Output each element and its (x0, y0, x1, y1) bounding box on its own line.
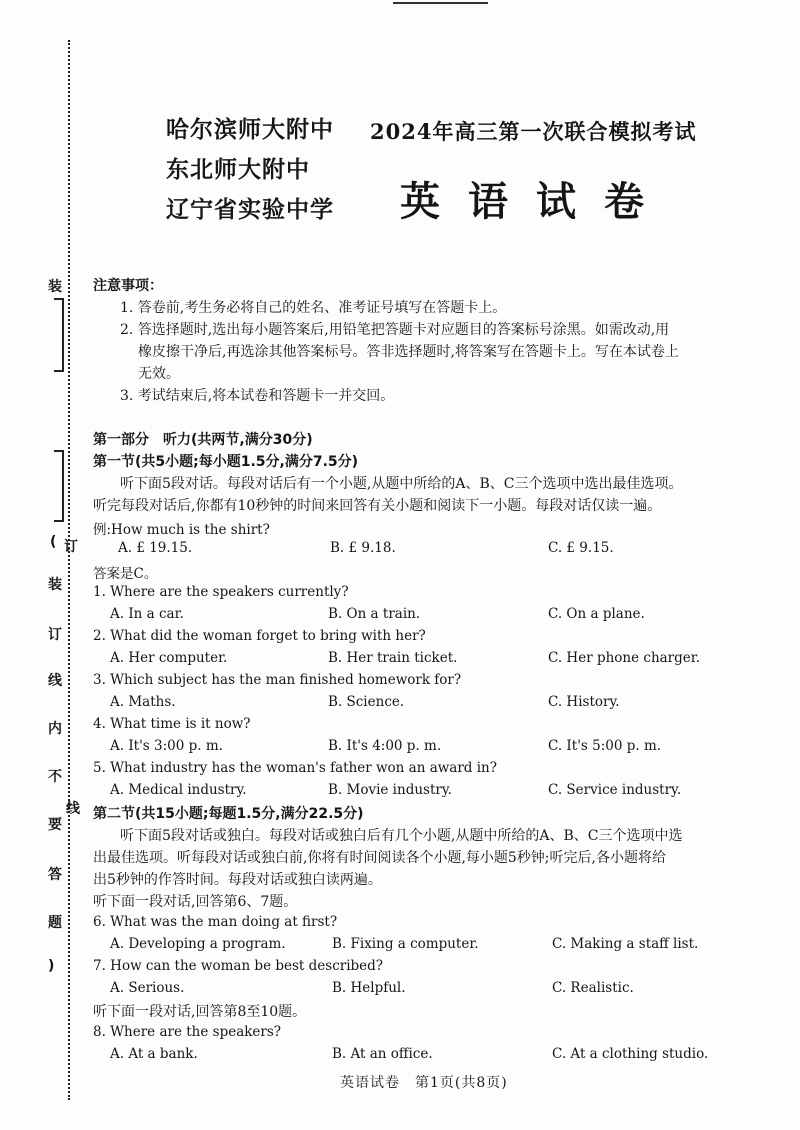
question-option: C. It's 5:00 p. m. (548, 738, 662, 754)
school-name: 辽宁省实验中学 (166, 197, 334, 223)
binding-dotted-line (68, 40, 70, 1100)
notice-item: 3. 考试结束后,将本试卷和答题卡一并交回。 (120, 388, 395, 404)
section2-lead: 听下面一段对话,回答第6、7题。 (93, 894, 298, 910)
question-option: A. Serious. (110, 980, 185, 996)
margin-char: 线 (48, 673, 62, 689)
example-answer: 答案是C。 (93, 566, 158, 582)
question-option: C. Her phone charger. (548, 650, 701, 666)
margin-char: 内 (48, 721, 62, 737)
part1-heading: 第一部分 听力(共两节,满分30分) (93, 432, 313, 448)
example-option: A. £ 19.15. (118, 540, 193, 556)
question-option: A. Maths. (110, 694, 176, 710)
question-option: B. Movie industry. (328, 782, 452, 798)
notice-item: 无效。 (138, 366, 180, 382)
question-stem: 7. How can the woman be best described? (93, 958, 384, 974)
question-option: B. Her train ticket. (328, 650, 458, 666)
notice-item: 2. 答选择题时,选出每小题答案后,用铅笔把答题卡对应题目的答案标号涂黑。如需改动,用 (120, 322, 670, 338)
question-option: A. In a car. (110, 606, 184, 622)
margin-char: 不 (48, 769, 62, 785)
margin-char: 题 (48, 915, 62, 931)
exam-title: 2024年高三第一次联合模拟考试 (370, 119, 697, 144)
margin-bracket (54, 450, 64, 522)
example-option: B. £ 9.18. (330, 540, 396, 556)
notice-item: 1. 答卷前,考生务必将自己的姓名、准考证号填写在答题卡上。 (120, 300, 507, 316)
section1-instruction: 听完每段对话后,你都有10秒钟的时间来回答有关小题和阅读下一小题。每段对话仅读一遍。 (93, 498, 662, 514)
section2-instruction: 听下面5段对话或独白。每段对话或独白后有几个小题,从题中所给的A、B、C三个选项中选 (120, 828, 683, 844)
section1-heading: 第一节(共5小题;每小题1.5分,满分7.5分) (93, 454, 359, 470)
margin-char: 装 (48, 577, 62, 593)
question-option: A. Developing a program. (110, 936, 286, 952)
margin-char: 要 (48, 817, 62, 833)
school-name: 哈尔滨师大附中 (166, 117, 334, 143)
notice-item: 橡皮擦干净后,再选涂其他答案标号。答非选择题时,将答案写在答题卡上。写在本试卷上 (138, 344, 679, 360)
margin-paren: ) (48, 958, 55, 974)
section2-lead: 听下面一段对话,回答第8至10题。 (93, 1004, 307, 1020)
question-stem: 2. What did the woman forget to bring with her? (93, 628, 426, 644)
question-option: C. On a plane. (548, 606, 645, 622)
question-option: C. At a clothing studio. (552, 1046, 709, 1062)
question-option: A. Medical industry. (110, 782, 247, 798)
section2-instruction: 出5秒钟的作答时间。每段对话或独白读两遍。 (93, 872, 382, 888)
question-stem: 5. What industry has the woman's father won an award in? (93, 760, 497, 776)
margin-char: 答 (48, 867, 62, 883)
question-option: A. It's 3:00 p. m. (110, 738, 223, 754)
school-name: 东北师大附中 (166, 157, 310, 183)
top-rule (393, 2, 488, 4)
question-option: B. Science. (328, 694, 405, 710)
question-stem: 6. What was the man doing at first? (93, 914, 338, 930)
question-option: B. It's 4:00 p. m. (328, 738, 442, 754)
margin-char: 线 (66, 801, 80, 817)
question-option: C. Realistic. (552, 980, 634, 996)
school-list (166, 110, 334, 230)
question-option: C. Making a staff list. (552, 936, 699, 952)
subject-title: 英语试卷 (400, 178, 672, 225)
question-option: C. Service industry. (548, 782, 682, 798)
section2-instruction: 出最佳选项。听每段对话或独白前,你将有时间阅读各个小题,每小题5秒钟;听完后,各小题将给 (93, 850, 666, 866)
margin-char: 装 (48, 279, 62, 295)
question-stem: 8. Where are the speakers? (93, 1024, 282, 1040)
question-option: B. On a train. (328, 606, 421, 622)
margin-bracket (54, 298, 64, 372)
question-stem: 3. Which subject has the man finished homework for? (93, 672, 462, 688)
notice-heading: 注意事项： (93, 278, 163, 294)
section2-heading: 第二节(共15小题;每题1.5分,满分22.5分) (93, 806, 364, 822)
margin-char: 订 (48, 627, 62, 643)
example-option: C. £ 9.15. (548, 540, 614, 556)
question-option: A. At a bank. (110, 1046, 198, 1062)
question-option: B. Fixing a computer. (332, 936, 479, 952)
question-option: A. Her computer. (110, 650, 228, 666)
question-option: B. Helpful. (332, 980, 406, 996)
question-option: B. At an office. (332, 1046, 433, 1062)
example-stem: 例:How much is the shirt? (93, 522, 270, 538)
margin-paren: ( (50, 534, 57, 550)
question-stem: 4. What time is it now? (93, 716, 251, 732)
page-footer: 英语试卷 第1页(共8页) (340, 1075, 508, 1091)
margin-char: 订 (64, 539, 78, 555)
question-stem: 1. Where are the speakers currently? (93, 584, 349, 600)
question-option: C. History. (548, 694, 620, 710)
section1-instruction: 听下面5段对话。每段对话后有一个小题,从题中所给的A、B、C三个选项中选出最佳选项。 (120, 476, 683, 492)
